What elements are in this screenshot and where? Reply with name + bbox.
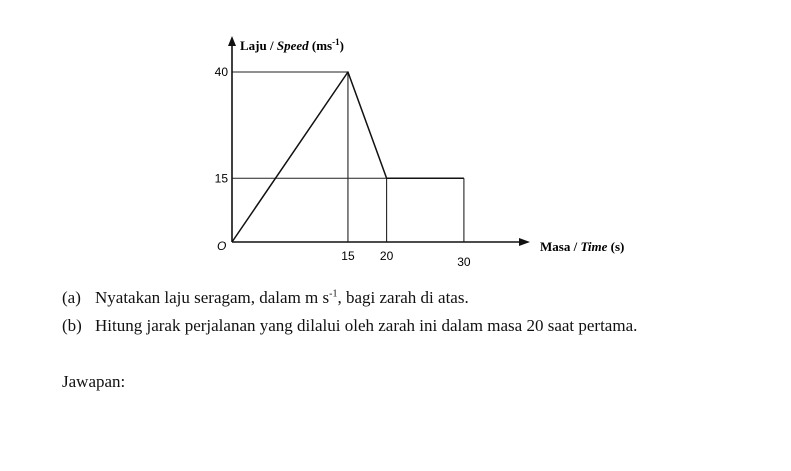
question-a-number: (a) [62, 288, 81, 307]
y-axis-arrow [228, 36, 236, 46]
y-tick-label-40: 40 [214, 65, 228, 79]
question-b [62, 316, 637, 336]
question-a-text-before: Nyatakan laju seragam, dalam m s [95, 288, 330, 307]
question-a-superscript: -1 [329, 288, 338, 300]
question-a-text-after: , bagi zarah di atas. [337, 288, 469, 307]
x-axis-arrow [519, 238, 530, 246]
x-axis-title: Masa / Time (s) [540, 239, 625, 254]
origin-label: O [217, 239, 227, 253]
guide-lines [232, 72, 464, 242]
question-b-text: Hitung jarak perjalanan yang dilalui oleh zarah ini dalam masa 20 saat pertama. [95, 316, 638, 335]
x-tick-label-20: 20 [379, 249, 394, 263]
x-tick-label-30: 30 [457, 255, 471, 269]
answer-label: Jawapan: [62, 372, 126, 391]
tick-labels [215, 65, 471, 269]
y-tick-label-15: 15 [214, 171, 228, 186]
question-a [62, 288, 469, 308]
x-tick-label-15: 15 [341, 249, 355, 263]
y-axis-title: Laju / Speed $(ms^{-1})$ [240, 37, 344, 53]
axes [228, 36, 530, 246]
question-b-number: (b) [62, 316, 82, 335]
